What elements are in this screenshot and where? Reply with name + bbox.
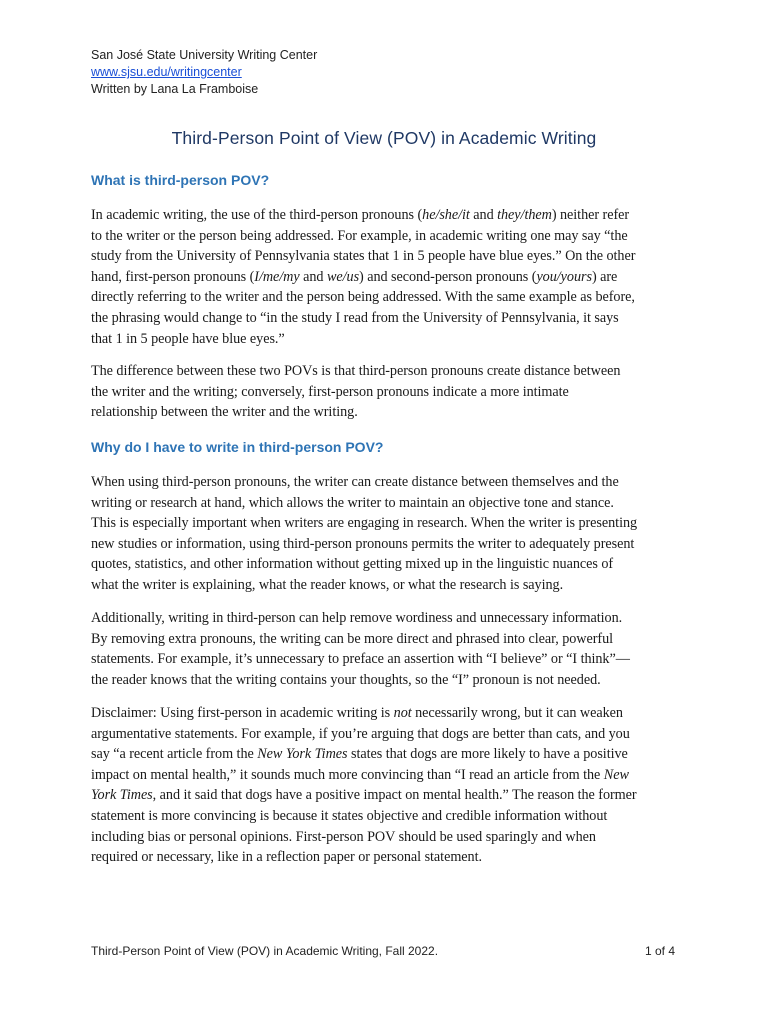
text-line: statement is more convincing is because it states objective and credible information without <box>91 807 608 824</box>
text-line: argumentative statements. For example, if you’re arguing that dogs are better than cats, and you <box>91 725 630 742</box>
text-line: This is especially important when writers are engaging in research. When the writer is presenting <box>91 515 638 532</box>
text-line: In academic writing, the use of the third-person pronouns (he/she/it and they/them) neither refer <box>91 207 630 223</box>
text-line: directly referring to the writer and the person being addressed. With the same example as before, <box>91 289 635 306</box>
text-line: relationship between the writer and the writing. <box>91 404 358 421</box>
text-line: including bias or personal opinions. First-person POV should be used sparingly and when <box>91 828 596 845</box>
text-line: say “a recent article from the New York Times states that dogs are more likely to have a positive <box>91 746 628 763</box>
page-number: 1 of 4 <box>645 944 676 958</box>
text-line: required or necessary, like in a reflection paper or personal statement. <box>91 849 482 866</box>
text-line: the phrasing would change to “in the study I read from the University of Pennsylvania, it says <box>91 309 619 326</box>
text-line: Disclaimer: Using first-person in academic writing is not necessarily wrong, but it can weaken <box>91 705 623 721</box>
document-header <box>91 47 317 98</box>
section-heading-what: What is third-person POV? <box>91 172 270 188</box>
text-line: study from the University of Pennsylvania states that 1 in 5 people have blue eyes.” On the other <box>91 248 636 265</box>
text-line: new studies or information, using third-person pronouns permits the writer to adequately present <box>91 535 635 552</box>
paragraph-wordiness <box>91 608 686 690</box>
text-line: impact on mental health,” it sounds much more convincing than “I read an article from the New <box>91 766 629 783</box>
paragraph-disclaimer <box>91 703 686 868</box>
section-heading-why: Why do I have to write in third-person POV? <box>91 439 384 455</box>
paragraph-distance <box>91 472 686 596</box>
text-line: the writer and the writing; conversely, first-person pronouns indicate a more intimate <box>91 383 569 400</box>
author-line: Written by Lana La Framboise <box>91 82 259 96</box>
text-line: When using third-person pronouns, the writer can create distance between themselves and the <box>91 474 619 490</box>
text-line: The difference between these two POVs is that third-person pronouns create distance between <box>91 363 621 379</box>
paragraph-definition <box>91 205 686 349</box>
text-line: Additionally, writing in third-person can help remove wordiness and unnecessary information. <box>91 610 623 626</box>
org-name: San José State University Writing Center <box>91 48 318 62</box>
text-line: writing or research at hand, which allows the writer to maintain an objective tone and stance. <box>91 494 614 511</box>
text-line: quotes, statistics, and other information without getting mixed up in the linguistic nuances of <box>91 556 614 573</box>
text-line: that 1 in 5 people have blue eyes.” <box>91 330 285 347</box>
text-line: to the writer or the person being addressed. For example, in academic writing one may say “the <box>91 227 628 244</box>
paragraph-difference <box>91 361 686 423</box>
page-title: Third-Person Point of View (POV) in Academic Writing <box>171 128 597 148</box>
text-line: hand, first-person pronouns (I/me/my and we/us) and second-person pronouns (you/yours) are <box>91 268 618 285</box>
text-line: what the writer is explaining, what the reader knows, or what the research is saying. <box>91 576 564 593</box>
text-line: York Times, and it said that dogs have a positive impact on mental health.” The reason the former <box>91 787 637 804</box>
text-line: the reader knows that the writing contains your thoughts, so the “I” pronoun is not needed. <box>91 671 601 688</box>
writing-center-link[interactable]: www.sjsu.edu/writingcenter <box>91 65 242 79</box>
footer-title: Third-Person Point of View (POV) in Academic Writing, Fall 2022. <box>91 944 439 958</box>
text-line: By removing extra pronouns, the writing can be more direct and phrased into clear, powerful <box>91 630 614 647</box>
text-line: statements. For example, it’s unnecessary to preface an assertion with “I believe” or “I think”— <box>91 651 630 668</box>
